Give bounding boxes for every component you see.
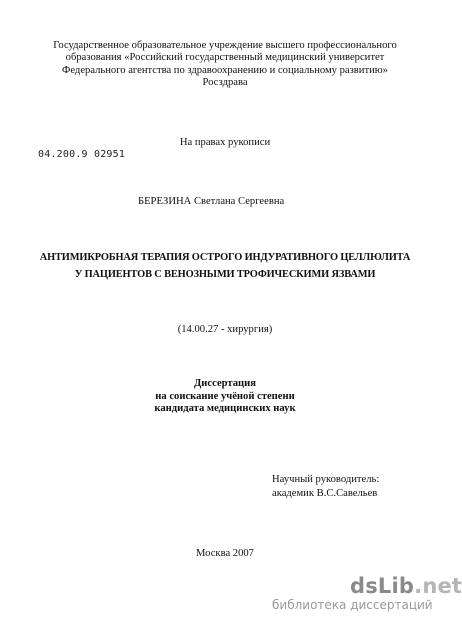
author-name: БЕРЕЗИНА Светлана Сергеевна — [138, 196, 285, 207]
rights-note: На правах рукописи — [179, 137, 271, 148]
degree-line: Диссертация — [194, 378, 256, 389]
city-year: Москва 2007 — [196, 548, 254, 559]
dissertation-title — [0, 249, 450, 283]
degree-block — [0, 378, 450, 416]
supervisor-block — [272, 473, 379, 500]
institution-line: Росздрава — [202, 77, 248, 89]
institution-line: образования «Российский государственный медицинский университет — [65, 52, 385, 64]
dslib-watermark-logo — [350, 574, 462, 598]
watermark-caption: библиотека диссертаций — [272, 598, 433, 612]
watermark-logo-tld: .net — [414, 574, 462, 598]
institution-line: Федерального агентства по здравоохранению и социальному развитию» — [62, 64, 388, 76]
watermark-logo-main: dsLib — [350, 574, 415, 598]
degree-line: кандидата медицинских наук — [154, 403, 296, 414]
supervisor-name: академик В.С.Савельев — [272, 487, 378, 499]
specialty-code: (14.00.27 - хирургия) — [177, 324, 273, 335]
institution-line: Государственное образовательное учреждение высшего профессионального — [53, 40, 397, 51]
title-line: АНТИМИКРОБНАЯ ТЕРАПИЯ ОСТРОГО ИНДУРАТИВНОГО ЦЕЛЛЮЛИТА — [39, 252, 411, 263]
title-line: У ПАЦИЕНТОВ С ВЕНОЗНЫМИ ТРОФИЧЕСКИМИ ЯЗВАМИ — [74, 269, 376, 280]
degree-line: на соискание учёной степени — [155, 390, 295, 402]
institution-block — [0, 40, 450, 90]
registration-code: 04.200.9 02951 — [38, 149, 126, 160]
supervisor-label: Научный руководитель: — [272, 474, 380, 485]
